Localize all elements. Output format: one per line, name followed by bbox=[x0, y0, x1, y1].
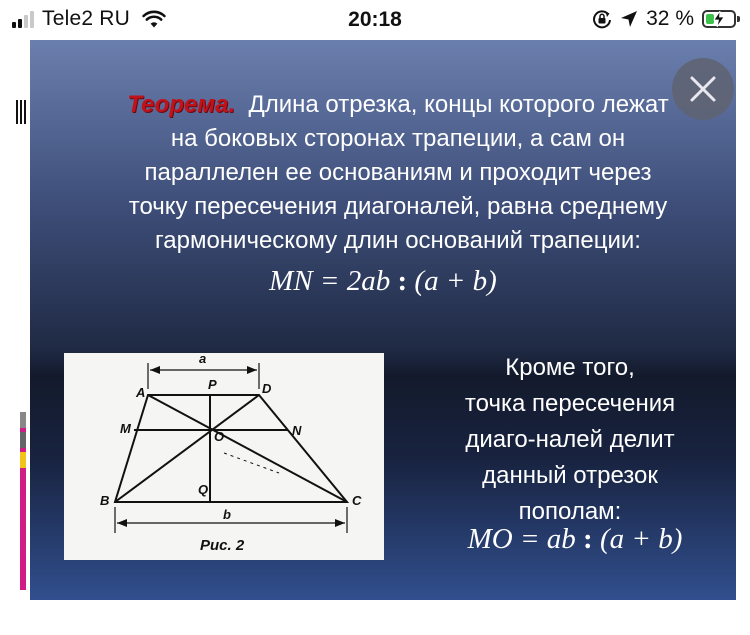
theorem-line-4: точку пересечения диагоналей, равна среднему bbox=[128, 193, 668, 220]
theorem-label: Теорема. bbox=[127, 91, 236, 118]
theorem-text bbox=[68, 88, 728, 258]
carrier-name: Tele2 RU bbox=[42, 7, 130, 30]
label-D: D bbox=[262, 381, 272, 396]
location-arrow-icon bbox=[620, 10, 638, 28]
label-A: A bbox=[136, 385, 146, 400]
label-C: C bbox=[352, 493, 362, 508]
note-line-4: данный отрезок bbox=[482, 462, 658, 489]
battery-charging-icon bbox=[702, 10, 736, 28]
note-line-2: точка пересечения bbox=[464, 390, 676, 417]
label-Q: Q bbox=[198, 482, 209, 497]
note-line-3: диаго-налей делит bbox=[465, 426, 675, 453]
trapezoid-figure bbox=[64, 353, 384, 560]
rotation-lock-icon bbox=[592, 9, 612, 29]
status-bar bbox=[0, 0, 750, 40]
note-line-5: пополам: bbox=[518, 498, 622, 525]
formula-secondary-lhs: MO = ab bbox=[467, 523, 576, 555]
status-right bbox=[592, 7, 736, 31]
label-M: M bbox=[120, 421, 131, 436]
theorem-line-5: гармоническому длин оснований трапеции: bbox=[155, 227, 641, 254]
formula-main-rhs: (a + b) bbox=[414, 265, 497, 297]
theorem-line-3: параллелен ее основаниям и проходит через bbox=[144, 159, 652, 186]
note-line-1: Кроме того, bbox=[505, 354, 635, 381]
formula-main bbox=[30, 265, 736, 298]
label-P: P bbox=[208, 377, 217, 392]
formula-main-lhs: MN = 2ab bbox=[269, 265, 391, 297]
formula-secondary-rhs: (a + b) bbox=[599, 523, 683, 555]
formula-secondary bbox=[430, 523, 720, 556]
theorem-line-2: на боковых сторонах трапеции, а сам он bbox=[170, 125, 626, 152]
close-button[interactable] bbox=[672, 58, 734, 120]
theorem-line-1-text: Длина отрезка, концы которого лежат bbox=[248, 91, 669, 118]
close-icon bbox=[688, 74, 718, 104]
formula-secondary-sep: : bbox=[583, 523, 593, 555]
page-edge-barcode bbox=[16, 100, 28, 124]
battery-percent: 32 % bbox=[646, 7, 694, 30]
figure-caption: Рис. 2 bbox=[200, 537, 245, 554]
label-O: O bbox=[214, 429, 225, 444]
label-a: a bbox=[199, 353, 207, 366]
trapezoid-drawing bbox=[64, 353, 384, 560]
page-edge-strip bbox=[20, 412, 26, 590]
label-B: B bbox=[100, 493, 110, 508]
clock: 20:18 bbox=[348, 8, 402, 31]
label-N: N bbox=[292, 423, 302, 438]
slide-image bbox=[30, 40, 736, 600]
theorem-line-1 bbox=[68, 88, 728, 122]
label-b: b bbox=[223, 507, 231, 522]
note-text bbox=[430, 350, 710, 530]
formula-main-sep: : bbox=[397, 265, 408, 297]
